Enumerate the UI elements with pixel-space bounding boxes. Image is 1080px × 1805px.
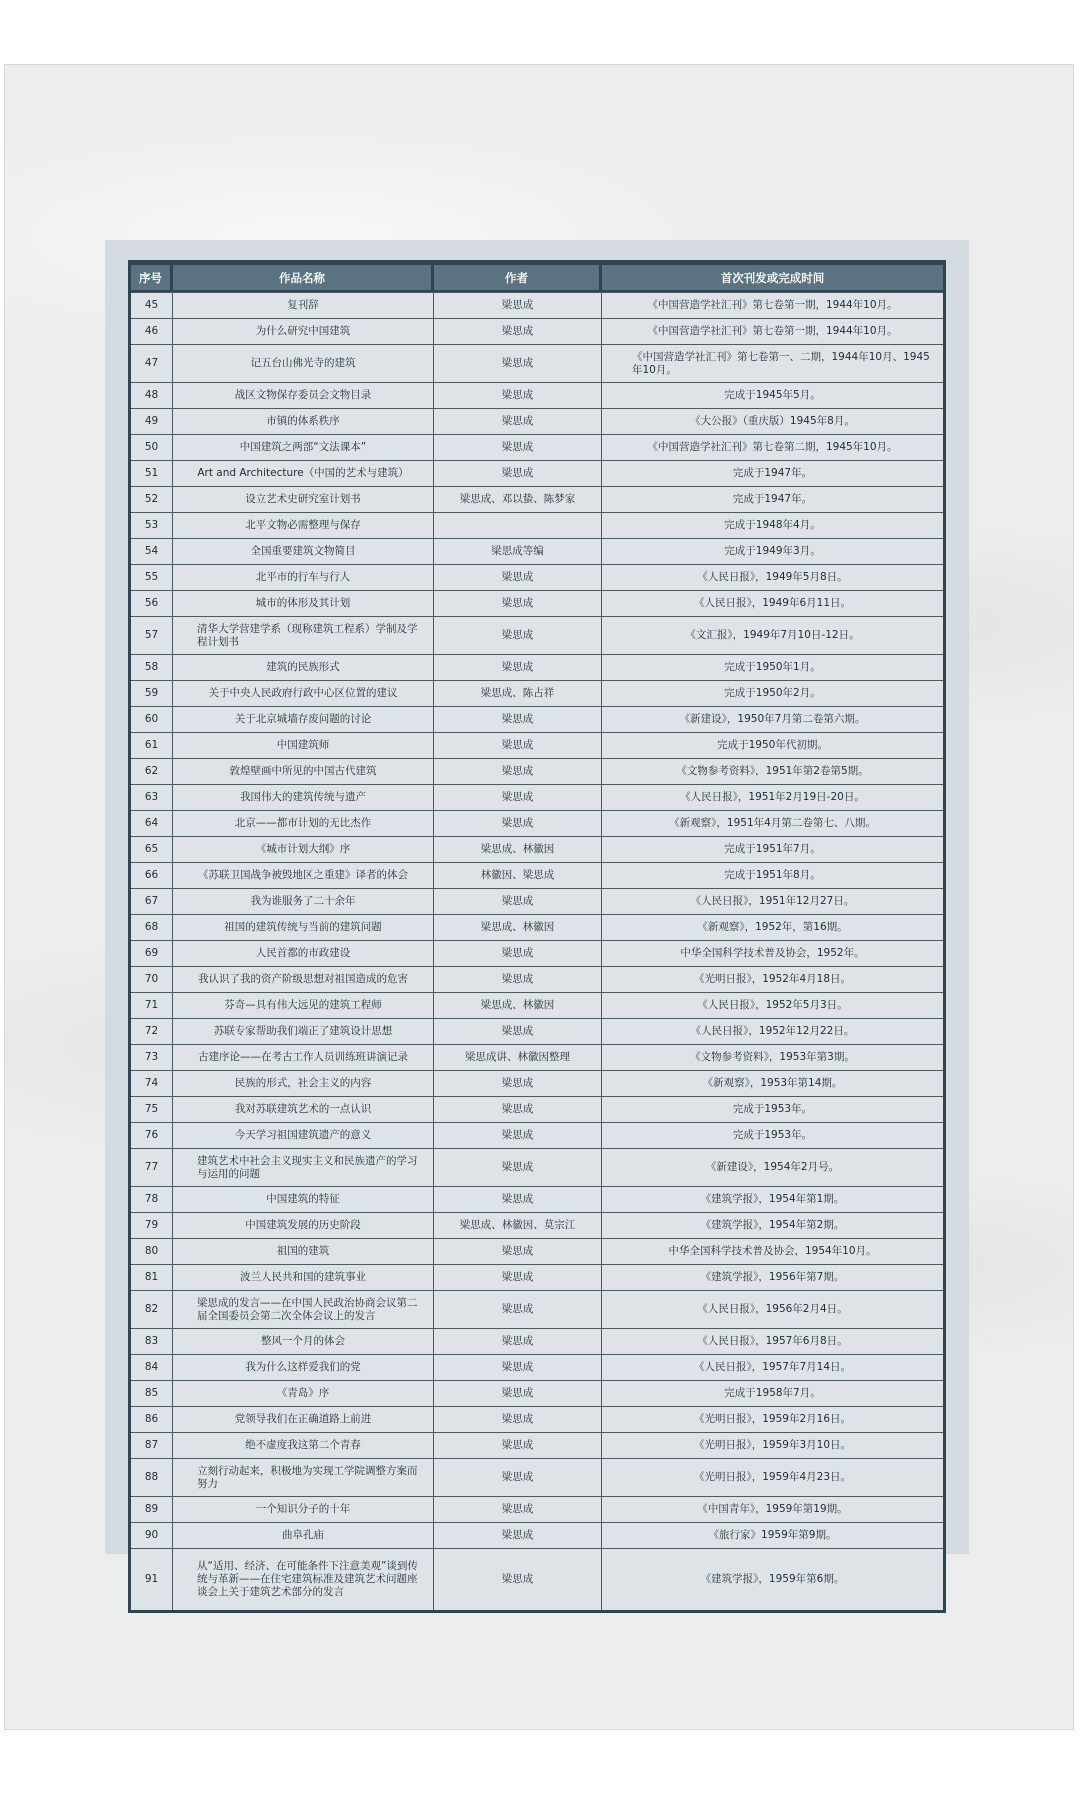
cell-title: Art and Architecture（中国的艺术与建筑）: [173, 461, 434, 486]
table-row: [131, 1354, 943, 1380]
cell-author: 梁思成: [434, 409, 602, 434]
cell-title: 市镇的体系秩序: [173, 409, 434, 434]
cell-no: 48: [131, 383, 173, 408]
cell-no: 52: [131, 487, 173, 512]
cell-no: 85: [131, 1381, 173, 1406]
cell-no: 50: [131, 435, 173, 460]
cell-date: 完成于1950年2月。: [724, 687, 821, 699]
cell-title: 我国伟大的建筑传统与遗产: [173, 785, 434, 810]
cell-no: 90: [131, 1523, 173, 1548]
cell-no: 60: [131, 707, 173, 732]
header-author: 作者: [434, 265, 602, 290]
table-row: [131, 292, 943, 318]
cell-date: 完成于1950年代初期。: [717, 739, 828, 751]
table-row: [131, 486, 943, 512]
cell-author: 梁思成: [434, 1433, 602, 1458]
table-row: [131, 1212, 943, 1238]
table-row: [131, 1458, 943, 1496]
table-row: [131, 680, 943, 706]
cell-no: 63: [131, 785, 173, 810]
cell-title: 《城市计划大纲》序: [173, 837, 434, 862]
table-row: [131, 344, 943, 382]
cell-no: 47: [131, 345, 173, 382]
header-title: 作品名称: [173, 265, 434, 290]
table-row: [131, 888, 943, 914]
table-row: [131, 538, 943, 564]
cell-author: 梁思成: [434, 1019, 602, 1044]
cell-author: 梁思成: [434, 1291, 602, 1328]
table-row: [131, 1044, 943, 1070]
cell-title: 中国建筑的特征: [173, 1187, 434, 1212]
cell-no: 88: [131, 1459, 173, 1496]
cell-date: 《人民日报》，1951年2月19日-20日。: [680, 791, 865, 803]
cell-no: 61: [131, 733, 173, 758]
cell-date: 《人民日报》，1957年7月14日。: [693, 1361, 851, 1373]
cell-title: 战区文物保存委员会文物目录: [173, 383, 434, 408]
cell-no: 53: [131, 513, 173, 538]
cell-no: 70: [131, 967, 173, 992]
cell-title: 梁思成的发言——在中国人民政治协商会议第二届全国委员会第二次全体会议上的发言: [173, 1291, 434, 1328]
cell-no: 55: [131, 565, 173, 590]
cell-author: 梁思成: [434, 759, 602, 784]
cell-date: 《大公报》（重庆版）1945年8月。: [690, 415, 855, 427]
cell-date: 完成于1950年1月。: [724, 661, 821, 673]
table-body: [131, 292, 943, 1610]
table-row: [131, 1290, 943, 1328]
cell-date: 完成于1953年。: [732, 1103, 813, 1115]
cell-author: 梁思成、林徽因、莫宗江: [434, 1213, 602, 1238]
table-row: [131, 1522, 943, 1548]
cell-date: 《人民日报》，1957年6月8日。: [697, 1335, 848, 1347]
table-row: [131, 408, 943, 434]
cell-title: 中国建筑之两部“文法课本”: [173, 435, 434, 460]
cell-author: 梁思成: [434, 1149, 602, 1186]
cell-title: 北京——都市计划的无比杰作: [173, 811, 434, 836]
cell-no: 72: [131, 1019, 173, 1044]
cell-title: 绝不虚度我这第二个青春: [173, 1433, 434, 1458]
cell-title: 党领导我们在正确道路上前进: [173, 1407, 434, 1432]
cell-date: 《新观察》，1952年，第16期。: [697, 921, 848, 933]
cell-title: 今天学习祖国建筑遗产的意义: [173, 1123, 434, 1148]
cell-date: 《文物参考资料》，1953年第3期。: [690, 1051, 855, 1063]
cell-no: 84: [131, 1355, 173, 1380]
cell-no: 81: [131, 1265, 173, 1290]
table-header: [131, 263, 943, 292]
cell-author: 梁思成: [434, 785, 602, 810]
cell-no: 87: [131, 1433, 173, 1458]
cell-no: 54: [131, 539, 173, 564]
cell-no: 49: [131, 409, 173, 434]
cell-author: 梁思成: [434, 1407, 602, 1432]
cell-author: 梁思成: [434, 1123, 602, 1148]
cell-no: 65: [131, 837, 173, 862]
cell-author: 梁思成: [434, 565, 602, 590]
cell-title: 中国建筑师: [173, 733, 434, 758]
cell-title: 城市的体形及其计划: [173, 591, 434, 616]
cell-title: 记五台山佛光寺的建筑: [173, 345, 434, 382]
cell-title: 全国重要建筑文物简目: [173, 539, 434, 564]
cell-author: 梁思成: [434, 941, 602, 966]
cell-no: 78: [131, 1187, 173, 1212]
table-row: [131, 1148, 943, 1186]
cell-title: 苏联专家帮助我们端正了建筑设计思想: [173, 1019, 434, 1044]
cell-date: 完成于1947年。: [732, 493, 813, 505]
cell-author: 梁思成: [434, 655, 602, 680]
table-row: [131, 1328, 943, 1354]
cell-date: 完成于1951年8月。: [724, 869, 821, 881]
table-row: [131, 862, 943, 888]
cell-no: 80: [131, 1239, 173, 1264]
cell-date: 《新观察》，1953年第14期。: [702, 1077, 843, 1089]
cell-author: 梁思成: [434, 1187, 602, 1212]
cell-no: 73: [131, 1045, 173, 1070]
cell-title: 关于中央人民政府行政中心区位置的建议: [173, 681, 434, 706]
cell-date: 中华全国科学技术普及协会，1952年。: [680, 947, 865, 959]
cell-author: 梁思成: [434, 591, 602, 616]
table-row: [131, 382, 943, 408]
cell-no: 51: [131, 461, 173, 486]
table-row: [131, 460, 943, 486]
table-row: [131, 1406, 943, 1432]
cell-title: 北平市的行车与行人: [173, 565, 434, 590]
cell-author: 梁思成: [434, 811, 602, 836]
cell-date: 《文物参考资料》，1951年第2卷第5期。: [676, 765, 869, 777]
cell-title: 芬奇—具有伟大远见的建筑工程师: [173, 993, 434, 1018]
table-row: [131, 732, 943, 758]
cell-date: 《建筑学报》，1959年第6期。: [700, 1573, 845, 1585]
cell-title: 我对苏联建筑艺术的一点认识: [173, 1097, 434, 1122]
cell-date: 《文汇报》，1949年7月10日-12日。: [685, 629, 860, 641]
cell-title: 我为什么这样爱我们的党: [173, 1355, 434, 1380]
cell-author: 梁思成、邓以蛰、陈梦家: [434, 487, 602, 512]
table-row: [131, 758, 943, 784]
cell-author: 梁思成: [434, 345, 602, 382]
table-row: [131, 1096, 943, 1122]
table-row: [131, 914, 943, 940]
cell-date: 完成于1949年3月。: [724, 545, 821, 557]
table-row: [131, 564, 943, 590]
table-row: [131, 1122, 943, 1148]
cell-date: 完成于1945年5月。: [724, 389, 821, 401]
cell-date: 《人民日报》，1956年2月4日。: [697, 1303, 848, 1315]
cell-no: 82: [131, 1291, 173, 1328]
cell-author: 梁思成: [434, 1497, 602, 1522]
cell-date: 《建筑学报》，1956年第7期。: [700, 1271, 845, 1283]
cell-date: 《中国青年》，1959年第19期。: [697, 1503, 848, 1515]
cell-author: 梁思成: [434, 1381, 602, 1406]
cell-author: 梁思成: [434, 1355, 602, 1380]
cell-date: 完成于1948年4月。: [724, 519, 821, 531]
cell-title: 建筑的民族形式: [173, 655, 434, 680]
cell-no: 83: [131, 1329, 173, 1354]
table-row: [131, 434, 943, 460]
table-row: [131, 1264, 943, 1290]
table-row: [131, 318, 943, 344]
cell-title: 北平文物必需整理与保存: [173, 513, 434, 538]
cell-no: 69: [131, 941, 173, 966]
cell-date: 中华全国科学技术普及协会，1954年10月。: [668, 1245, 877, 1257]
cell-author: 梁思成: [434, 1329, 602, 1354]
cell-author: 梁思成: [434, 461, 602, 486]
cell-no: 58: [131, 655, 173, 680]
cell-author: 梁思成: [434, 967, 602, 992]
cell-date: 《新观察》，1951年4月第二卷第七、八期。: [669, 817, 876, 829]
cell-author: 梁思成: [434, 617, 602, 654]
cell-no: 76: [131, 1123, 173, 1148]
cell-author: 梁思成: [434, 1459, 602, 1496]
cell-author: 梁思成: [434, 1549, 602, 1610]
cell-date: 完成于1951年7月。: [724, 843, 821, 855]
cell-no: 66: [131, 863, 173, 888]
table-row: [131, 1238, 943, 1264]
table-row: [131, 1070, 943, 1096]
cell-date: 《人民日报》，1952年5月3日。: [697, 999, 848, 1011]
cell-date: 《光明日报》，1959年3月10日。: [693, 1439, 851, 1451]
table-row: [131, 1186, 943, 1212]
cell-date: 《光明日报》，1959年2月16日。: [693, 1413, 851, 1425]
cell-title: 建筑艺术中社会主义现实主义和民族遗产的学习与运用的问题: [173, 1149, 434, 1186]
cell-author: 梁思成、陈占祥: [434, 681, 602, 706]
cell-date: 《中国营造学社汇刊》第七卷第一期，1944年10月。: [647, 299, 898, 311]
cell-no: 64: [131, 811, 173, 836]
cell-date: 《建筑学报》，1954年第1期。: [700, 1193, 845, 1205]
cell-no: 79: [131, 1213, 173, 1238]
cell-title: 整风一个月的体会: [173, 1329, 434, 1354]
cell-author: 林徽因、梁思成: [434, 863, 602, 888]
table-row: [131, 784, 943, 810]
cell-date: 《中国营造学社汇刊》第七卷第一、二期，1944年10月、1945年10月。: [632, 350, 930, 376]
cell-date: 《人民日报》，1952年12月22日。: [690, 1025, 855, 1037]
table-row: [131, 654, 943, 680]
table-row: [131, 616, 943, 654]
cell-no: 74: [131, 1071, 173, 1096]
table-row: [131, 836, 943, 862]
cell-author: 梁思成: [434, 1071, 602, 1096]
table-row: [131, 590, 943, 616]
header-no: 序号: [131, 265, 173, 290]
cell-date: 完成于1947年。: [732, 467, 813, 479]
cell-no: 89: [131, 1497, 173, 1522]
table-row: [131, 1380, 943, 1406]
cell-author: 梁思成: [434, 889, 602, 914]
cell-no: 67: [131, 889, 173, 914]
cell-no: 91: [131, 1549, 173, 1610]
cell-date: 《中国营造学社汇刊》第七卷第一期，1944年10月。: [647, 325, 898, 337]
table-row: [131, 512, 943, 538]
cell-no: 71: [131, 993, 173, 1018]
cell-title: 敦煌壁画中所见的中国古代建筑: [173, 759, 434, 784]
cell-title: 从“适用、经济、在可能条件下注意美观”谈到传统与革新——在住宅建筑标准及建筑艺术问题座谈会上关于建筑艺术部分的发言: [173, 1549, 434, 1610]
cell-date: 《人民日报》，1949年5月8日。: [697, 571, 848, 583]
cell-date: 《建筑学报》，1954年第2期。: [700, 1219, 845, 1231]
cell-title: 复刊辞: [173, 293, 434, 318]
table-row: [131, 940, 943, 966]
cell-title: 祖国的建筑: [173, 1239, 434, 1264]
cell-author: 梁思成: [434, 1239, 602, 1264]
table-row: [131, 1548, 943, 1610]
cell-title: 关于北京城墙存废问题的讨论: [173, 707, 434, 732]
cell-author: 梁思成等编: [434, 539, 602, 564]
cell-author: 梁思成: [434, 1523, 602, 1548]
cell-date: 完成于1958年7月。: [724, 1387, 821, 1399]
table-row: [131, 966, 943, 992]
cell-author: 梁思成、林徽因: [434, 837, 602, 862]
cell-author: 梁思成: [434, 1265, 602, 1290]
cell-date: 完成于1953年。: [732, 1129, 813, 1141]
cell-date: 《旅行家》1959年第9期。: [708, 1529, 837, 1541]
cell-date: 《光明日报》，1952年4月18日。: [693, 973, 851, 985]
cell-no: 57: [131, 617, 173, 654]
cell-date: 《人民日报》，1949年6月11日。: [693, 597, 851, 609]
cell-date: 《新建设》，1954年2月号。: [705, 1161, 840, 1173]
cell-title: 古建序论——在考古工作人员训练班讲演记录: [173, 1045, 434, 1070]
cell-no: 62: [131, 759, 173, 784]
cell-title: 波兰人民共和国的建筑事业: [173, 1265, 434, 1290]
cell-author: 梁思成: [434, 1097, 602, 1122]
cell-title: 一个知识分子的十年: [173, 1497, 434, 1522]
cell-author: 梁思成: [434, 435, 602, 460]
cell-title: 清华大学营建学系（现称建筑工程系）学制及学程计划书: [173, 617, 434, 654]
cell-author: 梁思成: [434, 733, 602, 758]
cell-no: 75: [131, 1097, 173, 1122]
table-row: [131, 992, 943, 1018]
table-row: [131, 1496, 943, 1522]
cell-no: 86: [131, 1407, 173, 1432]
cell-title: 立刻行动起来，积极地为实现工学院调整方案而努力: [173, 1459, 434, 1496]
cell-title: 设立艺术史研究室计划书: [173, 487, 434, 512]
cell-author: 梁思成: [434, 383, 602, 408]
cell-no: 56: [131, 591, 173, 616]
works-table: [128, 260, 946, 1613]
cell-no: 45: [131, 293, 173, 318]
cell-no: 59: [131, 681, 173, 706]
table-row: [131, 1432, 943, 1458]
cell-date: 《人民日报》，1951年12月27日。: [690, 895, 855, 907]
cell-title: 我为谁服务了二十余年: [173, 889, 434, 914]
table-row: [131, 810, 943, 836]
cell-author: 梁思成讲、林徽因整理: [434, 1045, 602, 1070]
cell-title: 祖国的建筑传统与当前的建筑问题: [173, 915, 434, 940]
cell-author: 梁思成: [434, 707, 602, 732]
table-row: [131, 706, 943, 732]
header-date: 首次刊发或完成时间: [602, 265, 943, 290]
cell-author: [434, 513, 602, 538]
cell-title: 民族的形式，社会主义的内容: [173, 1071, 434, 1096]
cell-title: 中国建筑发展的历史阶段: [173, 1213, 434, 1238]
cell-no: 77: [131, 1149, 173, 1186]
cell-author: 梁思成: [434, 293, 602, 318]
cell-author: 梁思成、林徽因: [434, 915, 602, 940]
cell-title: 曲阜孔庙: [173, 1523, 434, 1548]
cell-title: 为什么研究中国建筑: [173, 319, 434, 344]
cell-date: 《光明日报》，1959年4月23日。: [693, 1471, 851, 1483]
cell-no: 68: [131, 915, 173, 940]
cell-title: 《青岛》序: [173, 1381, 434, 1406]
cell-title: 《苏联卫国战争被毁地区之重建》译者的体会: [173, 863, 434, 888]
cell-date: 《中国营造学社汇刊》第七卷第二期，1945年10月。: [647, 441, 898, 453]
cell-title: 我认识了我的资产阶级思想对祖国造成的危害: [173, 967, 434, 992]
cell-author: 梁思成、林徽因: [434, 993, 602, 1018]
table-row: [131, 1018, 943, 1044]
cell-no: 46: [131, 319, 173, 344]
cell-title: 人民首都的市政建设: [173, 941, 434, 966]
cell-date: 《新建设》，1950年7月第二卷第六期。: [679, 713, 866, 725]
cell-author: 梁思成: [434, 319, 602, 344]
